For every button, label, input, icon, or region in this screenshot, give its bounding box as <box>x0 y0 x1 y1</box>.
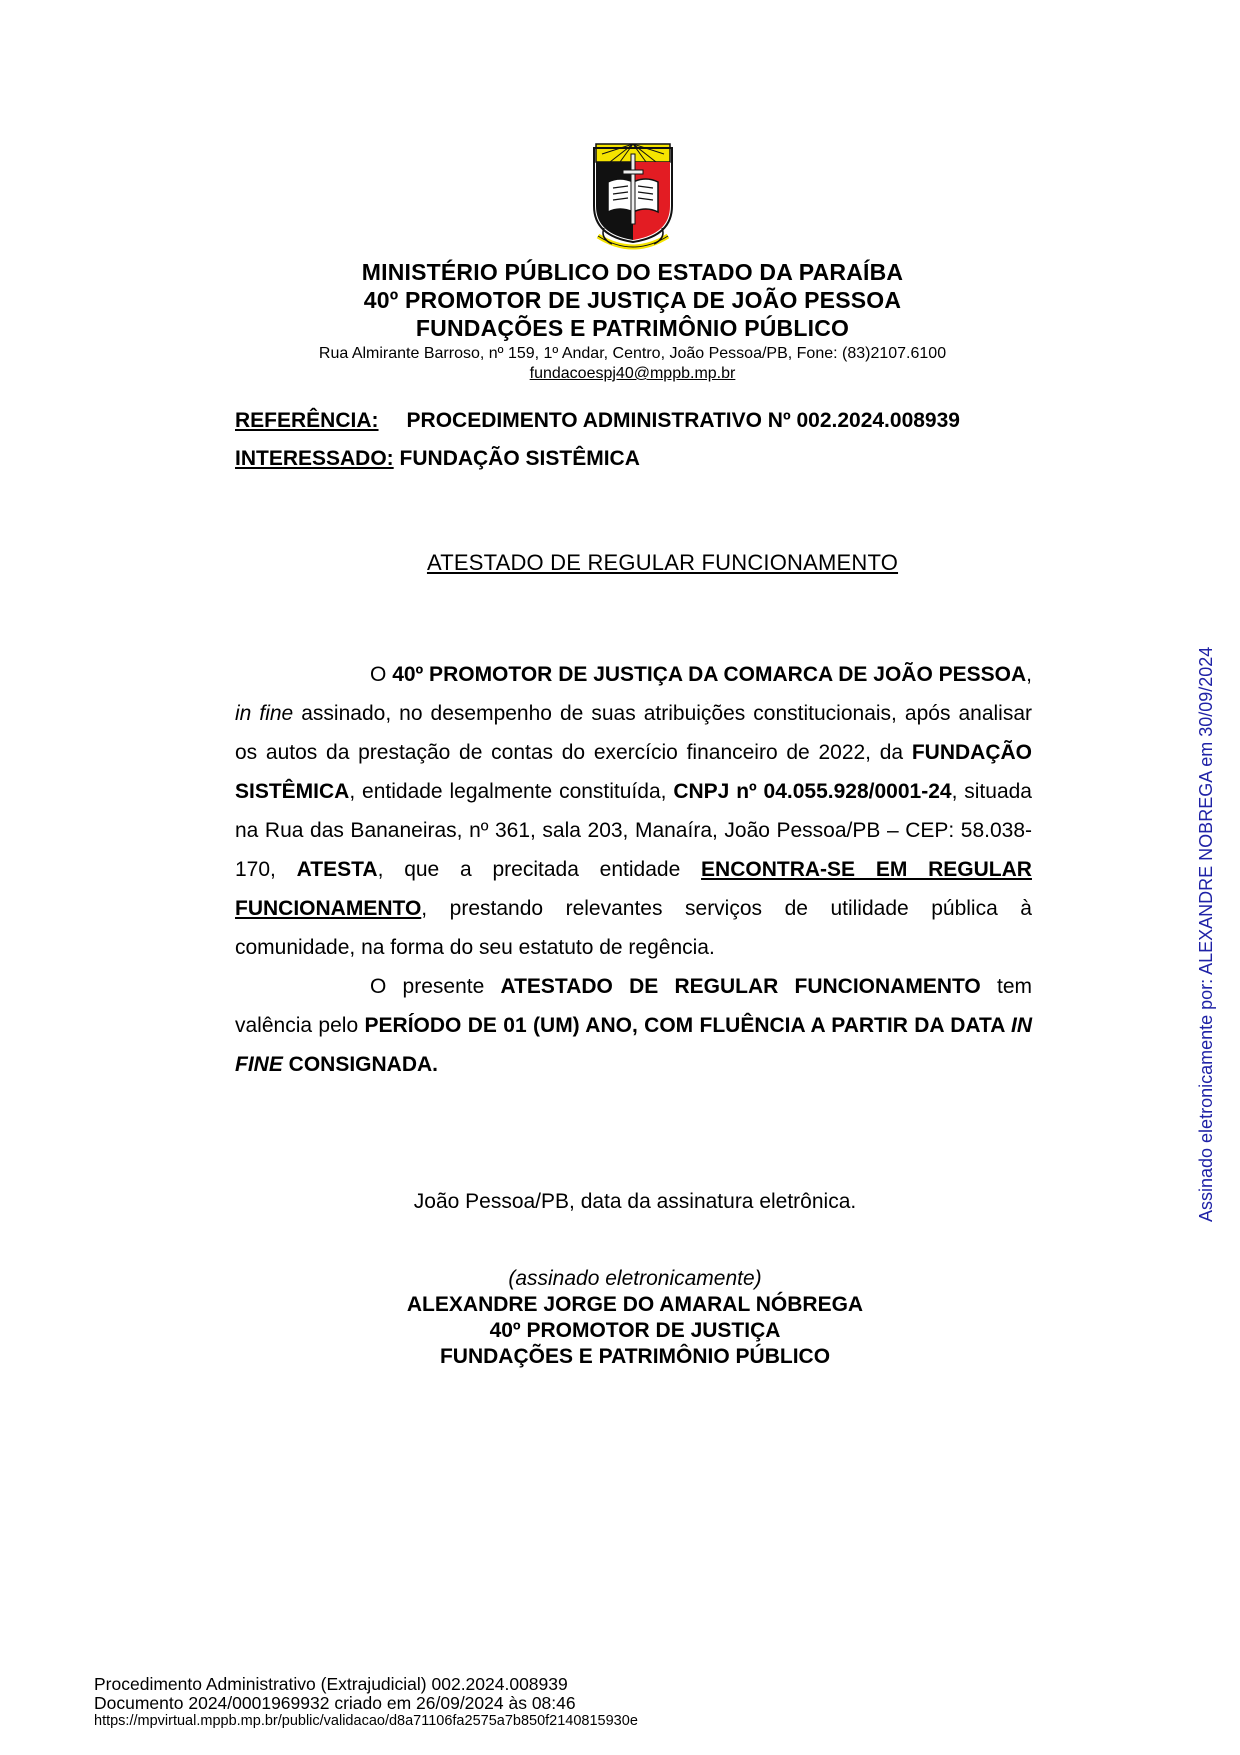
footer-validation-link[interactable]: https://mpvirtual.mppb.mp.br/public/validacao/d8a71106fa2575a7b850f2140815930e <box>94 1713 638 1729</box>
signature-note: (assinado eletronicamente) <box>508 1267 762 1290</box>
p1-text: , situada na Rua das Bananeiras, nº 361, sala 203, Manaíra, João Pessoa/PB – CEP: 58.038-170, <box>235 780 1032 881</box>
interested-label: INTERESSADO: <box>235 447 394 470</box>
p1-bold-cnpj: CNPJ nº 04.055.928/0001-24 <box>673 780 952 803</box>
p2-bold-title: ATESTADO DE REGULAR FUNCIONAMENTO <box>500 975 981 998</box>
org-name: MINISTÉRIO PÚBLICO DO ESTADO DA PARAÍBA <box>361 259 904 285</box>
reference-row <box>235 408 960 446</box>
p2-text: O presente <box>370 975 501 998</box>
p1-text: , entidade legalmente constituída, <box>349 780 674 803</box>
office-area: FUNDAÇÕES E PATRIMÔNIO PÚBLICO <box>415 315 850 341</box>
interested-value: FUNDAÇÃO SISTÊMICA <box>399 447 640 470</box>
p1-text: , que a precitada entidade <box>377 858 702 881</box>
electronic-signature-stamp: Assinado eletronicamente por: ALEXANDRE NOBREGA em 30/09/2024 <box>1196 646 1216 1222</box>
p1-bold-atesta: ATESTA <box>296 858 378 881</box>
signer-area: FUNDAÇÕES E PATRIMÔNIO PÚBLICO <box>439 1345 831 1368</box>
footer-procedure: Procedimento Administrativo (Extrajudicial) 002.2024.008939 <box>94 1674 568 1694</box>
p1-italic: in fine <box>235 702 294 725</box>
p1-text: , prestando relevantes serviços de utilidade pública à comunidade, na forma do seu estatuto de regência. <box>235 897 1032 959</box>
p2-bold-end: CONSIGNADA. <box>282 1053 439 1076</box>
p1-bold-foundation: FUNDAÇÃO SISTÊMICA <box>235 741 1032 803</box>
p2-bold-period: PERÍODO DE 01 (UM) ANO, COM FLUÊNCIA A PARTIR DA DATA <box>364 1014 1011 1037</box>
office-email-link[interactable]: fundacoespj40@mppb.mp.br <box>529 365 736 382</box>
letterhead <box>0 258 1240 383</box>
signature-block <box>0 1292 1240 1370</box>
p2-text: tem valência pelo <box>235 975 1032 1037</box>
p1-text: assinado, no desempenho de suas atribuições constitucionais, após analisar os autos da prestação de contas do exercício financeiro de 2022, da <box>235 702 1032 764</box>
reference-block <box>235 408 960 484</box>
p2-bold-italic: IN FINE <box>235 1014 1032 1076</box>
interested-row <box>235 446 960 484</box>
mppb-emblem-icon <box>590 140 676 256</box>
office-address: Rua Almirante Barroso, nº 159, 1º Andar, Centro, João Pessoa/PB, Fone: (83)2107.6100 <box>318 345 947 362</box>
reference-value: PROCEDIMENTO ADMINISTRATIVO Nº 002.2024.008939 <box>406 409 960 432</box>
p1-bold-underline-status: ENCONTRA-SE EM REGULAR FUNCIONAMENTO <box>235 858 1032 920</box>
signer-name: ALEXANDRE JORGE DO AMARAL NÓBREGA <box>406 1293 864 1316</box>
place-date: João Pessoa/PB, data da assinatura eletrônica. <box>413 1190 857 1213</box>
signer-role: 40º PROMOTOR DE JUSTIÇA <box>489 1319 781 1342</box>
p1-bold-promotor: 40º PROMOTOR DE JUSTIÇA DA COMARCA DE JOÃO PESSOA <box>392 663 1027 686</box>
document-title: ATESTADO DE REGULAR FUNCIONAMENTO <box>426 550 899 575</box>
footer-document: Documento 2024/0001969932 criado em 26/09/2024 às 08:46 <box>94 1693 576 1713</box>
document-footer <box>94 1675 638 1730</box>
paragraph-1 <box>235 655 1032 967</box>
paragraph-2 <box>235 967 1032 1084</box>
p1-text: O <box>370 663 393 686</box>
office-name: 40º PROMOTOR DE JUSTIÇA DE JOÃO PESSOA <box>363 287 902 313</box>
document-body <box>235 655 1032 1084</box>
p1-text: , <box>1026 663 1032 686</box>
reference-label: REFERÊNCIA: <box>235 409 379 432</box>
